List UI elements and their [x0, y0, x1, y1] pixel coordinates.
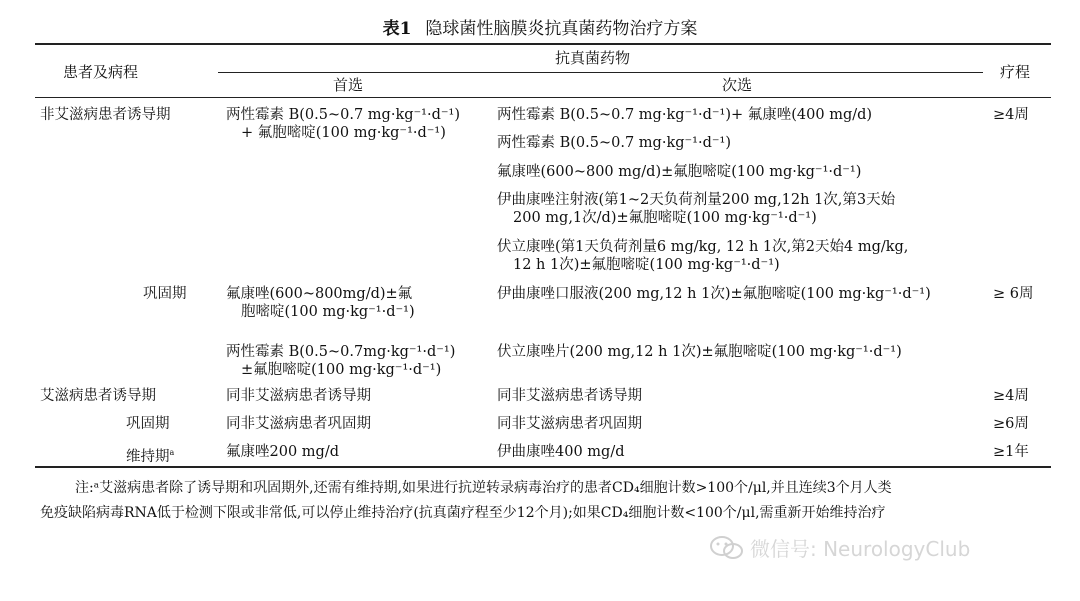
r2-first-line1: 氟康唑(600~800mg/d)±氟: [226, 286, 413, 302]
r3-second: 同非艾滋病患者诱导期: [497, 388, 642, 404]
r2b-first-line1: 两性霉素 B(0.5~0.7mg·kg⁻¹·d⁻¹): [226, 344, 456, 360]
table-number: 表1: [382, 19, 412, 39]
r5-second: 伊曲康唑400 mg/d: [497, 444, 625, 460]
r1-second-5-line2: 12 h 1次)±氟胞嘧啶(100 mg·kg⁻¹·d⁻¹): [513, 257, 780, 273]
r3-first: 同非艾滋病患者诱导期: [226, 388, 371, 404]
r5-duration: ≥1年: [993, 444, 1029, 460]
r1-second-1: 两性霉素 B(0.5~0.7 mg·kg⁻¹·d⁻¹)+ 氟康唑(400 mg/d): [497, 107, 873, 123]
r1-second-3: 氟康唑(600~800 mg/d)±氟胞嘧啶(100 mg·kg⁻¹·d⁻¹): [497, 164, 862, 180]
header-patient-course: 患者及病程: [63, 63, 139, 81]
r5-first: 氟康唑200 mg/d: [226, 444, 339, 460]
maintenance-label-text: 维持期: [126, 448, 170, 465]
header-sub-rule: [218, 72, 983, 73]
table-note-line1: 注:ᵃ艾滋病患者除了诱导期和巩固期外,还需有维持期,如果进行抗逆转录病毒治疗的患者CD₄细胞计数>100个/μl,并且连续3个月人类: [75, 480, 892, 496]
r1-second-2: 两性霉素 B(0.5~0.7 mg·kg⁻¹·d⁻¹): [497, 135, 731, 151]
table-title: [0, 14, 1080, 39]
r1-second-5-line1: 伏立康唑(第1天负荷剂量6 mg/kg, 12 h 1次,第2天始4 mg/kg,: [497, 239, 909, 255]
r1-first-line2: + 氟胞嘧啶(100 mg·kg⁻¹·d⁻¹): [241, 125, 446, 141]
row-label-non-aids-induction: 非艾滋病患者诱导期: [40, 107, 171, 123]
r4-first: 同非艾滋病患者巩固期: [226, 416, 371, 432]
table-title-text: 隐球菌性脑膜炎抗真菌药物治疗方案: [425, 19, 698, 39]
row-label-maintenance: [126, 443, 174, 467]
row-label-consolidation: 巩固期: [143, 286, 187, 302]
footnote-marker: a: [169, 448, 175, 457]
table-note-line2: 免疫缺陷病毒RNA低于检测下限或非常低,可以停止维持治疗(抗真菌疗程至少12个月);如果CD₄细胞计数<100个/μl,需重新开始维持治疗: [40, 505, 886, 521]
r2b-second-1: 伏立康唑片(200 mg,12 h 1次)±氟胞嘧啶(100 mg·kg⁻¹·d⁻¹): [497, 344, 902, 360]
r4-duration: ≥6周: [993, 416, 1029, 432]
r1-duration: ≥4周: [993, 107, 1029, 123]
header-second-choice: 次选: [722, 76, 753, 94]
r2-second-1: 伊曲康唑口服液(200 mg,12 h 1次)±氟胞嘧啶(100 mg·kg⁻¹·d⁻¹): [497, 286, 931, 302]
r4-second: 同非艾滋病患者巩固期: [497, 416, 642, 432]
bottom-rule: [35, 466, 1051, 468]
r2-duration: ≥ 6周: [993, 286, 1034, 302]
row-label-aids-consolidation: 巩固期: [126, 416, 170, 432]
r1-second-4-line1: 伊曲康唑注射液(第1~2天负荷剂量200 mg,12h 1次,第3天始: [497, 192, 896, 208]
r1-second-4-line2: 200 mg,1次/d)±氟胞嘧啶(100 mg·kg⁻¹·d⁻¹): [513, 210, 817, 226]
header-duration: 疗程: [1000, 63, 1031, 81]
header-rule: [35, 97, 1051, 98]
watermark-text: 微信号: NeurologyClub: [750, 537, 971, 561]
r2b-first-line2: ±氟胞嘧啶(100 mg·kg⁻¹·d⁻¹): [241, 362, 442, 378]
r2-first-line2: 胞嘧啶(100 mg·kg⁻¹·d⁻¹): [241, 304, 415, 320]
r1-first-line1: 两性霉素 B(0.5~0.7 mg·kg⁻¹·d⁻¹): [226, 107, 460, 123]
header-antifungal: 抗真菌药物: [555, 49, 631, 67]
top-rule: [35, 43, 1051, 45]
r3-duration: ≥4周: [993, 388, 1029, 404]
row-label-aids-induction: 艾滋病患者诱导期: [40, 388, 156, 404]
header-first-choice: 首选: [333, 76, 364, 94]
wechat-icon: [708, 534, 746, 562]
